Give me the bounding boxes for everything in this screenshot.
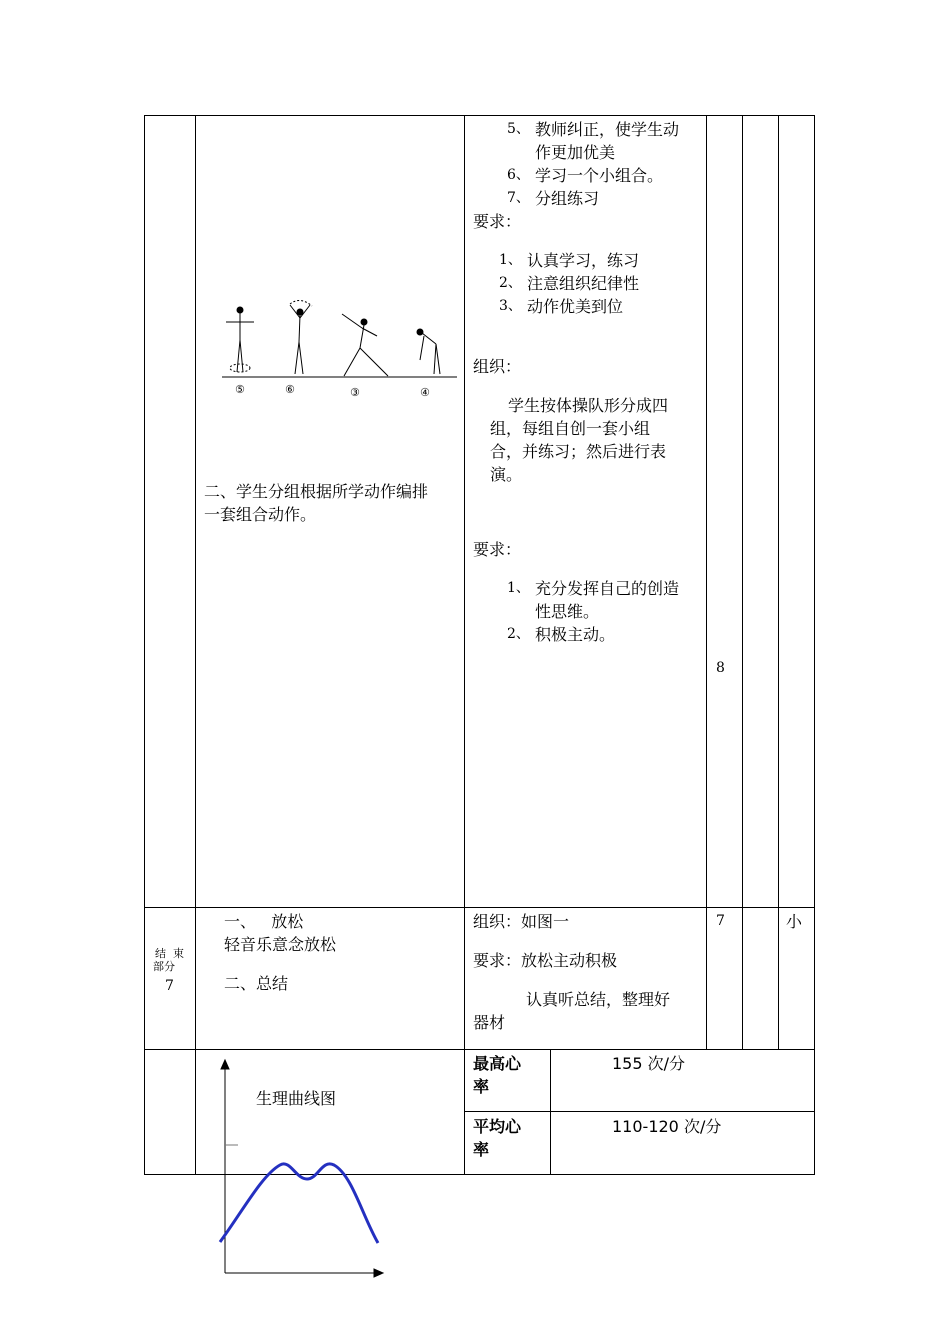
figure-label-3: ③ — [350, 386, 360, 399]
step-text: 学习一个小组合。 — [535, 166, 664, 185]
step-text: 教师纠正，使学生动 — [535, 120, 680, 139]
end-requirements-text: 认真听总结，整理好 — [526, 990, 671, 1009]
table-top-border — [144, 115, 815, 116]
requirement-text: 性思维。 — [535, 602, 600, 621]
end-content-line: 一、 放松 — [224, 912, 304, 931]
row-divider-bottom-section — [144, 1049, 815, 1050]
end-requirements-text: 器材 — [473, 1013, 506, 1032]
physiological-curve-chart — [212, 1055, 392, 1285]
content-line: 二、学生分组根据所学动作编排 — [204, 482, 429, 501]
content-line: 一套组合动作。 — [204, 505, 317, 524]
section-time: 8 — [716, 660, 725, 676]
avg-hr-label: 率 — [473, 1140, 490, 1159]
part-label: 结 束 — [155, 947, 184, 960]
organization-text: 演。 — [490, 465, 523, 484]
row-divider-end-section — [144, 907, 815, 908]
requirement-number: 1、 — [499, 252, 522, 268]
table-right-border — [814, 115, 815, 1175]
end-intensity: 小 — [786, 912, 803, 931]
end-requirements: 要求：放松主动积极 — [473, 951, 618, 970]
requirement-text: 充分发挥自己的创造 — [535, 579, 680, 598]
column-divider-4 — [742, 115, 743, 1050]
curve-title: 生理曲线图 — [256, 1089, 337, 1108]
end-organization: 组织：如图一 — [473, 912, 570, 931]
part-label: 部分 — [153, 960, 175, 973]
max-hr-label: 最高心 — [473, 1054, 522, 1073]
step-text: 分组练习 — [535, 189, 600, 208]
organization-text: 学生按体操队形分成四 — [508, 396, 669, 415]
figure-label-1: ⑤ — [235, 383, 245, 396]
requirement-text: 注意组织纪律性 — [527, 274, 640, 293]
step-number: 7、 — [507, 190, 530, 206]
requirement-text: 动作优美到位 — [527, 297, 624, 316]
avg-hr-label: 平均心 — [473, 1117, 522, 1136]
column-divider-3 — [706, 115, 707, 1050]
row-divider-heart-rate — [464, 1111, 815, 1112]
end-time: 7 — [716, 913, 725, 929]
step-number: 5、 — [507, 121, 530, 137]
organization-label: 组织： — [473, 357, 522, 376]
requirements-label: 要求： — [473, 212, 522, 231]
requirement-number: 2、 — [499, 275, 522, 291]
gymnastics-figures-illustration — [222, 300, 462, 400]
max-hr-value: 155 次/分 — [612, 1054, 686, 1073]
figure-label-2: ⑥ — [285, 383, 295, 396]
requirement-number: 1、 — [507, 580, 530, 596]
column-divider-2 — [464, 115, 465, 1175]
column-divider-1 — [195, 115, 196, 1175]
requirement-text: 积极主动。 — [535, 625, 616, 644]
heart-rate-label-divider — [550, 1049, 551, 1175]
figure-label-4: ④ — [420, 386, 430, 399]
step-number: 6、 — [507, 167, 530, 183]
step-text: 作更加优美 — [535, 143, 616, 162]
table-left-border — [144, 115, 145, 1175]
avg-hr-value: 110-120 次/分 — [612, 1117, 722, 1136]
requirements-label: 要求： — [473, 540, 522, 559]
heart-rate-curve — [220, 1164, 378, 1243]
requirement-number: 3、 — [499, 298, 522, 314]
organization-text: 组，每组自创一套小组 — [490, 419, 651, 438]
end-content-line: 轻音乐意念放松 — [224, 935, 337, 954]
organization-text: 合，并练习；然后进行表 — [490, 442, 667, 461]
part-time: 7 — [165, 978, 174, 994]
requirement-text: 认真学习，练习 — [527, 251, 640, 270]
requirement-number: 2、 — [507, 626, 530, 642]
max-hr-label: 率 — [473, 1077, 490, 1096]
column-divider-5 — [778, 115, 779, 1050]
end-content-line: 二、总结 — [224, 974, 289, 993]
